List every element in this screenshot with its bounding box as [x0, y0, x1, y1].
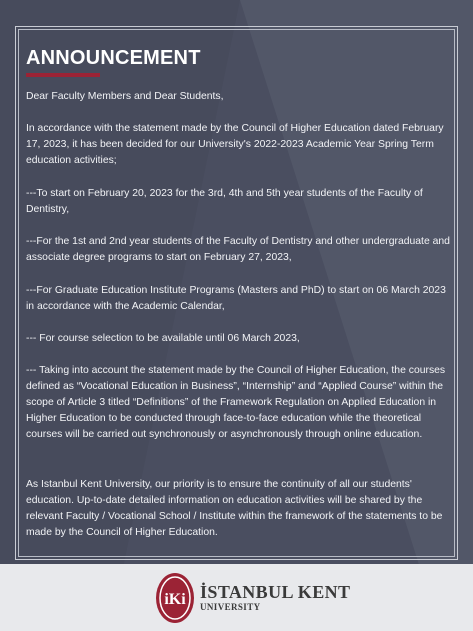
greeting: Dear Faculty Members and Dear Students, — [26, 91, 224, 102]
logo-subtitle: UNIVERSITY — [200, 602, 261, 612]
paragraph-item-2: ---For the 1st and 2nd year students of the Faculty of Dentistry and other undergraduate and associate degree programs to start on February 27, 2023, — [26, 236, 450, 263]
emblem-letters: iKi — [164, 591, 186, 608]
paragraph-item-3: ---For Graduate Education Institute Programs (Masters and PhD) to start on 06 March 2023 in accordance with the Academic Calendar, — [26, 285, 446, 312]
paragraph-item-1: ---To start on February 20, 2023 for the 3rd, 4th and 5th year students of the Faculty of Dentistry, — [26, 188, 423, 215]
paragraph-closing: As Istanbul Kent University, our priority is to ensure the continuity of all our students' education. Up-to-date detailed information on education activities will be shared by the relevant Faculty / Vocational School / Institute within the framework of the statements to be made by the Council of Higher Education. — [26, 479, 443, 538]
university-emblem-icon — [155, 572, 195, 624]
title-underline — [26, 73, 100, 77]
paragraph-item-4: --- For course selection to be available until 06 March 2023, — [26, 333, 300, 344]
logo-name: İSTANBUL KENT — [200, 582, 351, 602]
university-logo — [155, 569, 350, 627]
announcement-content — [26, 46, 450, 538]
announcement-title: ANNOUNCEMENT — [26, 47, 201, 69]
paragraph-intro: In accordance with the statement made by the Council of Higher Education dated February 17, 2023, it has been decided for our University's 2022-2023 Academic Year Spring Term education activities; — [26, 123, 444, 166]
paragraph-item-5: --- Taking into account the statement made by the Council of Higher Education, the courses defined as “Vocational Education in Business”, “Internship” and “Applied Course” within the scope of Article 3 titled “Definitions” of the Framework Regulation on Applied Education in Higher Education to be conducted through face-to-face education while the theoretical courses will be carried out synchronously or asynchronously through online education. — [26, 365, 446, 440]
